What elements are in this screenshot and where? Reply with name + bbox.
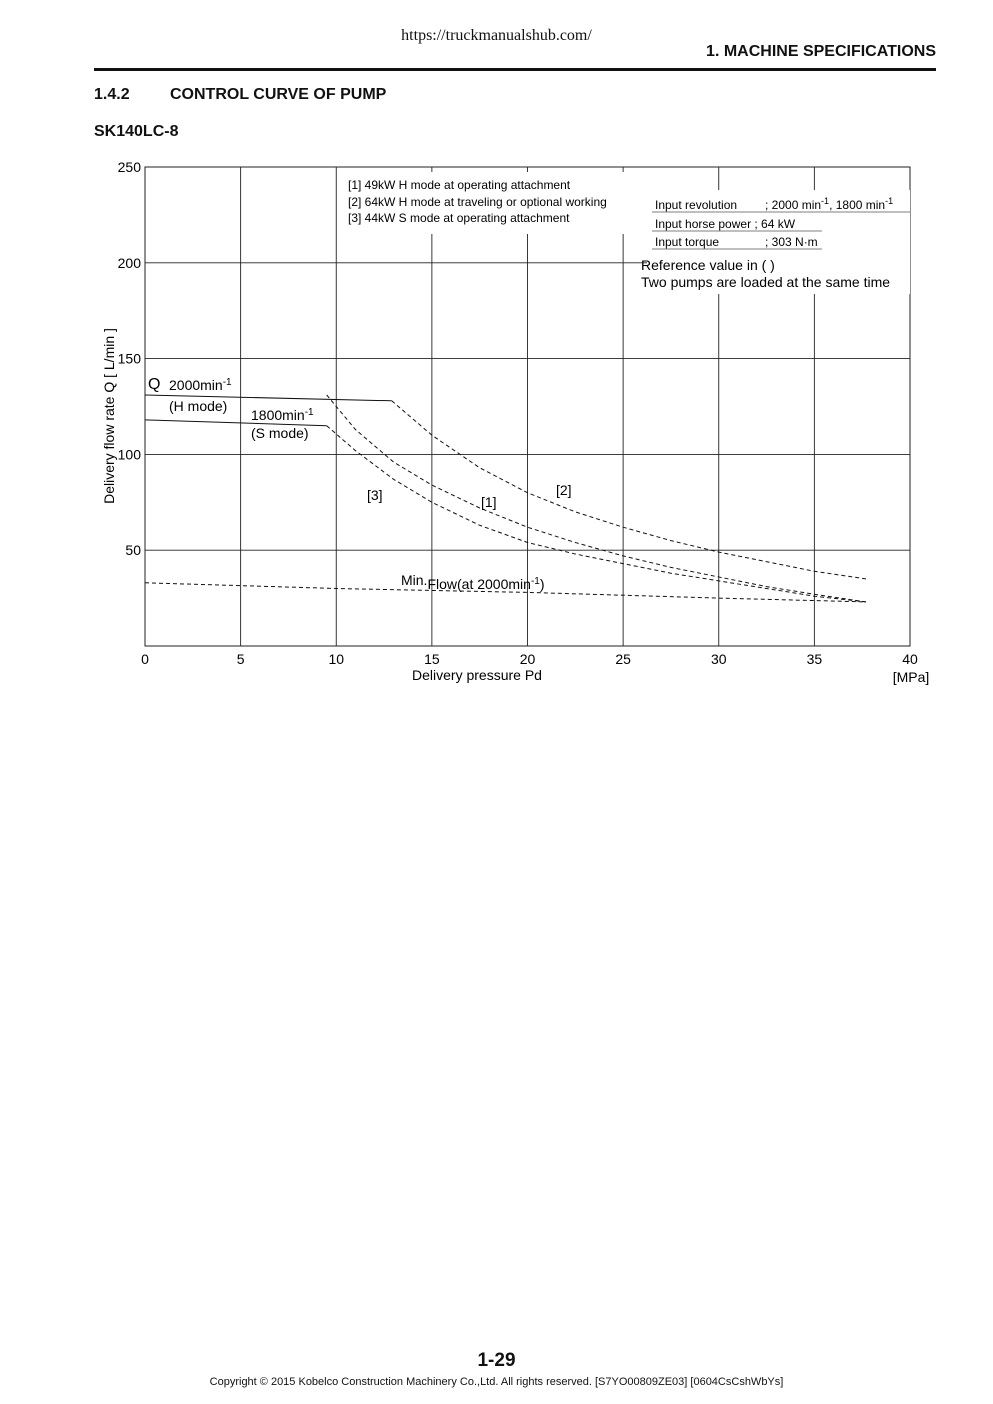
chapter-title: 1. MACHINE SPECIFICATIONS [706, 43, 936, 60]
x-tick-label: 25 [615, 651, 631, 667]
s-mode-label: (S mode) [251, 425, 309, 441]
y-tick-label: 150 [117, 350, 141, 367]
model-name: SK140LC-8 [94, 123, 179, 140]
x-axis-title: Delivery pressure Pd [412, 667, 542, 683]
page-number: 1-29 [477, 1350, 516, 1371]
source-url[interactable]: https://truckmanualshub.com/ [401, 27, 592, 44]
x-axis-unit: [MPa] [892, 669, 930, 685]
y-tick-label: 50 [125, 542, 141, 559]
series-line-3 [392, 401, 866, 579]
spec-hp: Input horse power ; 64 kW [655, 217, 796, 231]
spec-rev-value: ; 2000 $\min^{-1}$, 1800 $\min^{-1}$ [765, 196, 894, 212]
s-speed-label: $1800\min^{-1}$ [251, 407, 314, 423]
x-tick-label: 0 [141, 651, 149, 667]
legend-item-1: [1] 49kW H mode at operating attachment [348, 178, 571, 192]
spec-ref-2: Two pumps are loaded at the same time [641, 274, 891, 290]
spec-torque-label: Input torque [655, 235, 720, 249]
q-label: Q [148, 376, 161, 393]
h-mode-label: (H mode) [169, 398, 228, 414]
spec-torque-value: ; 303 N·m [765, 235, 818, 249]
spec-ref-1: Reference value in ( ) [641, 257, 775, 273]
x-tick-label: 30 [710, 651, 727, 667]
x-tick-label: 35 [806, 651, 823, 667]
curve-3-label: [3] [367, 487, 383, 503]
x-tick-label: 5 [236, 651, 245, 667]
h-speed-label: $2000\min^{-1}$ [169, 377, 232, 393]
legend-item-3: [3] 44kW S mode at operating attachment [348, 211, 570, 225]
y-axis-title: Delivery flow rate Q [ L/min ] [101, 328, 117, 504]
y-tick-label: 200 [117, 254, 141, 271]
series-line-4 [327, 395, 866, 602]
x-tick-label: 15 [424, 651, 440, 667]
copyright-text: Copyright © 2015 Kobelco Construction Machinery Co.,Ltd. All rights reserved. [S7YO00809ZE03] [0604CsCshWbYs] [209, 1376, 784, 1388]
y-tick-label: 100 [117, 446, 141, 463]
spec-rev-label: Input revolution [655, 198, 738, 212]
curve-2-label: [2] [556, 482, 572, 498]
x-tick-label: 20 [519, 651, 536, 667]
y-tick-label: 250 [117, 159, 141, 175]
x-tick-label: 10 [328, 651, 345, 667]
min-flow-label: Min.Flow(at $2000\min^{-1}$) [401, 572, 545, 592]
curve-1-label: [1] [481, 494, 497, 510]
legend-item-2: [2] 64kW H mode at traveling or optional working [348, 195, 607, 209]
x-tick-label: 40 [902, 651, 918, 667]
section-title: CONTROL CURVE OF PUMP [170, 86, 387, 103]
section-number: 1.4.2 [94, 86, 130, 103]
